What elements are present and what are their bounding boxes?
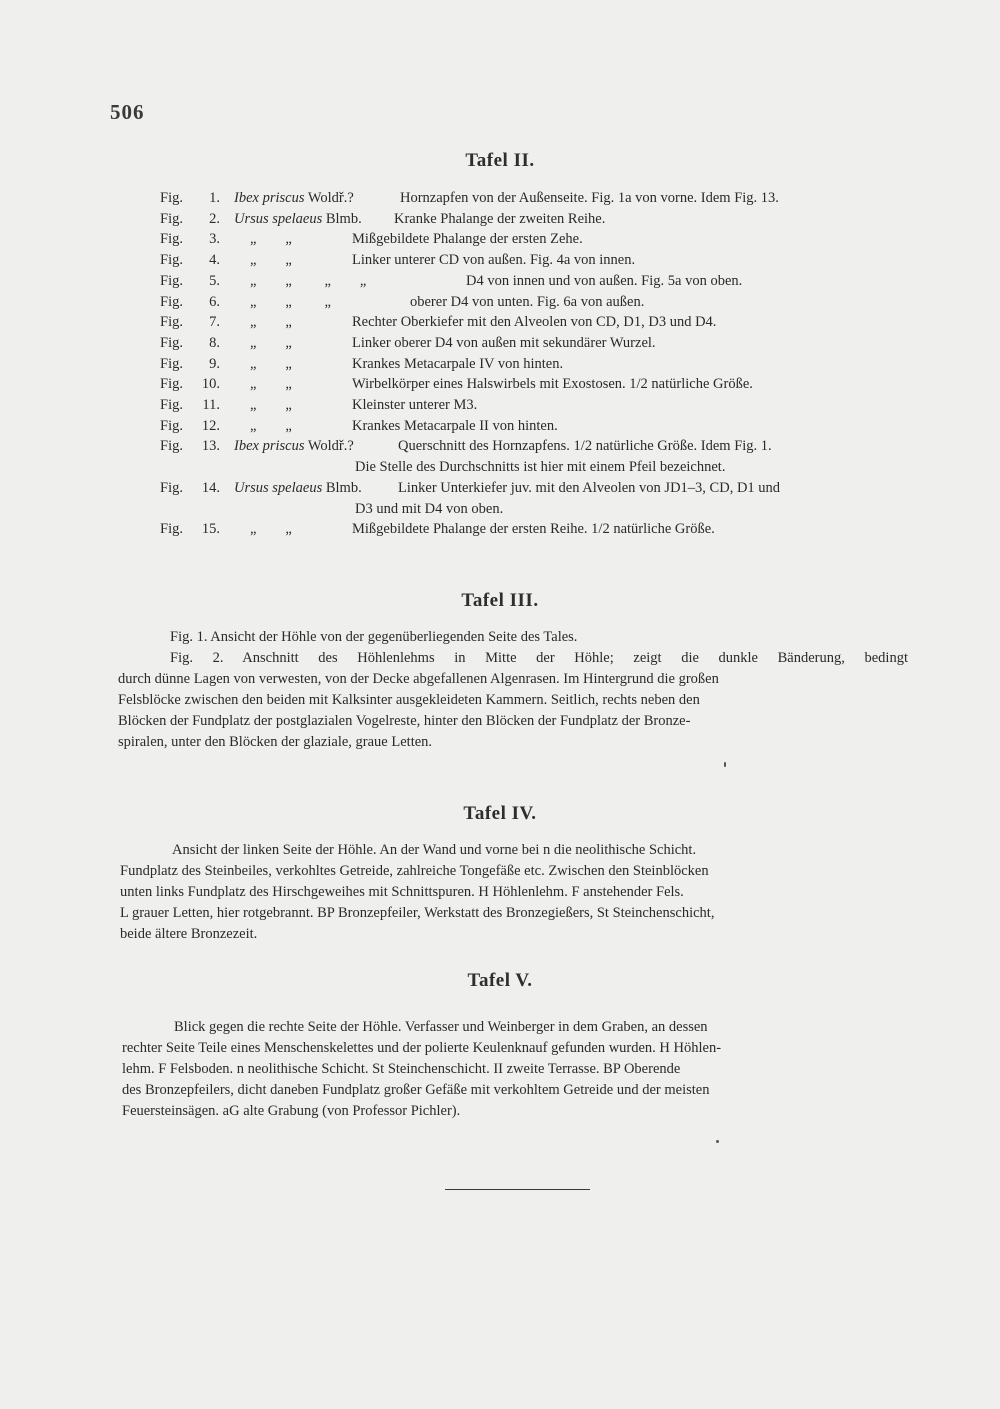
species-name: Ibex priscus [234, 190, 305, 206]
tafel-iv-line: unten links Fundplatz des Hirschgeweihes mit Schnittspuren. H Höhlenlehm. F anstehender Fels. [120, 884, 684, 900]
fig-number: 8. [209, 334, 220, 351]
tafel-iii-line: Fig. 2. Anschnitt des Höhlenlehms in Mitte der Höhle; zeigt die dunkle Bänderung, bedingt [170, 650, 908, 666]
fig-number: 11. [202, 397, 220, 413]
fig-label: Fig. [160, 376, 183, 393]
fig-description: Linker Unterkiefer juv. mit den Alveolen von JD1–3, CD, D1 und [398, 479, 781, 496]
fig-label: Fig. [160, 417, 183, 434]
tafel-ii-fig-row [0, 457, 1000, 477]
tafel-ii-fig-row [0, 436, 1000, 456]
fig-label: Fig. [160, 334, 183, 351]
tafel-iv-line: L grauer Letten, hier rotgebrannt. BP Bronzepfeiler, Werkstatt des Bronzegießers, St Steinchenschicht, [120, 905, 715, 921]
tafel-iii-line: Fig. 1. Ansicht der Höhle von der gegenüberliegenden Seite des Tales. [170, 629, 578, 645]
tafel-v-heading: Tafel V. [467, 970, 533, 991]
fig-label: Fig. [160, 314, 183, 331]
ditto-marks: „ „ „ „ [250, 272, 367, 289]
tafel-ii-fig-row [0, 478, 1000, 498]
tafel-v-line: Feuersteinsägen. aG alte Grabung (von Professor Pichler). [122, 1103, 461, 1119]
fig-species [234, 436, 354, 456]
tafel-ii-fig-row [0, 354, 1000, 374]
fig-number: 13. [201, 438, 220, 455]
tafel-ii-fig-row [0, 271, 1000, 291]
fig-label: Fig. [160, 479, 183, 496]
tafel-iii-line: Blöcken der Fundplatz der postglazialen Vogelreste, hinter den Blöcken der Fundplatz der Bronze- [118, 713, 691, 729]
page-number: 506 [110, 100, 145, 124]
fig-description: D4 von innen und von außen. Fig. 5a von oben. [466, 272, 743, 289]
tafel-ii-fig-row [0, 188, 1000, 208]
tafel-ii-fig-row [0, 395, 1000, 415]
fig-number: 9. [209, 355, 220, 372]
tafel-ii-fig-row [0, 229, 1000, 249]
tafel-ii-fig-row [0, 519, 1000, 539]
fig-label: Fig. [160, 252, 183, 269]
fig-label: Fig. [160, 190, 183, 206]
print-speck [716, 1140, 719, 1143]
fig-number: 4. [209, 252, 220, 269]
fig-number: 12. [201, 417, 220, 434]
fig-description-continued: D3 und mit D4 von oben. [355, 500, 504, 517]
tafel-v-line: des Bronzepfeilers, dicht daneben Fundplatz großer Gefäße mit verkohltem Getreide und der meisten [122, 1082, 710, 1098]
fig-number: 10. [201, 376, 220, 393]
ditto-marks: „ „ „ [250, 293, 331, 310]
tafel-iii-heading: Tafel III. [461, 590, 539, 611]
tafel-ii-fig-row [0, 499, 1000, 519]
tafel-ii-fig-row [0, 312, 1000, 332]
fig-label: Fig. [160, 521, 183, 538]
closing-rule [445, 1189, 590, 1190]
fig-description: Wirbelkörper eines Halswirbels mit Exostosen. 1/2 natürliche Größe. [352, 376, 753, 393]
ditto-marks: „ „ [250, 314, 292, 331]
tafel-v-text [122, 1017, 910, 1122]
species-author: Woldř.? [307, 190, 354, 206]
tafel-iii-line: durch dünne Lagen von verwesten, von der Decke abgefallenen Algenrasen. Im Hintergrund die großen [118, 671, 719, 687]
tafel-iv-line: Fundplatz des Steinbeiles, verkohltes Getreide, zahlreiche Tongefäße etc. Zwischen den Steinblöcken [120, 863, 709, 879]
fig-label: Fig. [160, 210, 183, 227]
tafel-ii-heading: Tafel II. [465, 150, 535, 171]
species-name: Ursus spelaeus [234, 210, 323, 227]
tafel-iv-line: beide ältere Bronzezeit. [120, 926, 258, 942]
tafel-iv-line: Ansicht der linken Seite der Höhle. An der Wand und vorne bei n die neolithische Schicht. [172, 842, 697, 858]
fig-description: Rechter Oberkiefer mit den Alveolen von CD, D1, D3 und D4. [352, 314, 717, 331]
fig-number: 14. [201, 479, 220, 496]
tafel-iii-text [118, 627, 908, 753]
species-author: Woldř.? [307, 438, 354, 455]
fig-description: Kleinster unterer M3. [352, 397, 478, 413]
tafel-ii-fig-row [0, 333, 1000, 353]
tafel-ii-fig-row [0, 292, 1000, 312]
fig-description: Mißgebildete Phalange der ersten Zehe. [352, 231, 583, 248]
fig-description: oberer D4 von unten. Fig. 6a von außen. [410, 293, 645, 310]
fig-number: 7. [209, 314, 220, 331]
fig-label: Fig. [160, 355, 183, 372]
ditto-marks: „ „ [250, 521, 292, 538]
fig-species [234, 209, 362, 229]
ditto-marks: „ „ [250, 355, 292, 372]
fig-number: 15. [201, 521, 220, 538]
species-name: Ibex priscus [234, 438, 305, 455]
tafel-v-line: Blick gegen die rechte Seite der Höhle. Verfasser und Weinberger in dem Graben, an dessen [174, 1019, 708, 1035]
tafel-v-line: rechter Seite Teile eines Menschenskelettes und der polierte Keulenknauf gefunden wurden. H Höhlen- [122, 1040, 722, 1056]
tafel-v-line: lehm. F Felsboden. n neolithische Schicht. St Steinchenschicht. II zweite Terrasse. BP Oberende [122, 1061, 681, 1077]
fig-description: Hornzapfen von der Außenseite. Fig. 1a von vorne. Idem Fig. 13. [400, 190, 779, 206]
fig-label: Fig. [160, 438, 183, 455]
tafel-ii-fig-row [0, 416, 1000, 436]
fig-number: 3. [209, 231, 220, 248]
fig-number: 1. [209, 190, 220, 206]
fig-description: Mißgebildete Phalange der ersten Reihe. 1/2 natürliche Größe. [352, 521, 715, 538]
ditto-marks: „ „ [250, 231, 292, 248]
fig-label: Fig. [160, 293, 183, 310]
fig-number: 5. [209, 272, 220, 289]
species-name: Ursus spelaeus [234, 479, 323, 496]
fig-number: 2. [209, 210, 220, 227]
ditto-marks: „ „ [250, 252, 292, 269]
fig-description: Linker oberer D4 von außen mit sekundärer Wurzel. [352, 334, 656, 351]
fig-description: Querschnitt des Hornzapfens. 1/2 natürliche Größe. Idem Fig. 1. [398, 438, 772, 455]
tafel-iii-line: spiralen, unter den Blöcken der glaziale, graue Letten. [118, 734, 433, 750]
fig-number: 6. [209, 293, 220, 310]
species-author: Blmb. [325, 210, 362, 227]
tafel-iv-heading: Tafel IV. [463, 803, 537, 824]
fig-description-continued: Die Stelle des Durchschnitts ist hier mit einem Pfeil bezeichnet. [355, 459, 726, 476]
fig-label: Fig. [160, 397, 183, 413]
print-speck [724, 762, 726, 767]
tafel-ii-fig-row [0, 250, 1000, 270]
tafel-iv-text [120, 840, 910, 945]
fig-species [234, 188, 354, 208]
tafel-ii-fig-row [0, 209, 1000, 229]
fig-description: Kranke Phalange der zweiten Reihe. [394, 210, 606, 227]
species-author: Blmb. [325, 479, 362, 496]
fig-label: Fig. [160, 272, 183, 289]
fig-description: Krankes Metacarpale IV von hinten. [352, 355, 564, 372]
fig-description: Krankes Metacarpale II von hinten. [352, 417, 558, 434]
ditto-marks: „ „ [250, 334, 292, 351]
ditto-marks: „ „ [250, 376, 292, 393]
ditto-marks: „ „ [250, 417, 292, 434]
ditto-marks: „ „ [250, 397, 292, 413]
tafel-iii-line: Felsblöcke zwischen den beiden mit Kalksinter ausgekleideten Kammern. Seitlich, rechts neben den [118, 692, 700, 708]
fig-label: Fig. [160, 231, 183, 248]
tafel-ii-fig-row [0, 374, 1000, 394]
fig-description: Linker unterer CD von außen. Fig. 4a von innen. [352, 252, 636, 269]
fig-species [234, 478, 362, 498]
